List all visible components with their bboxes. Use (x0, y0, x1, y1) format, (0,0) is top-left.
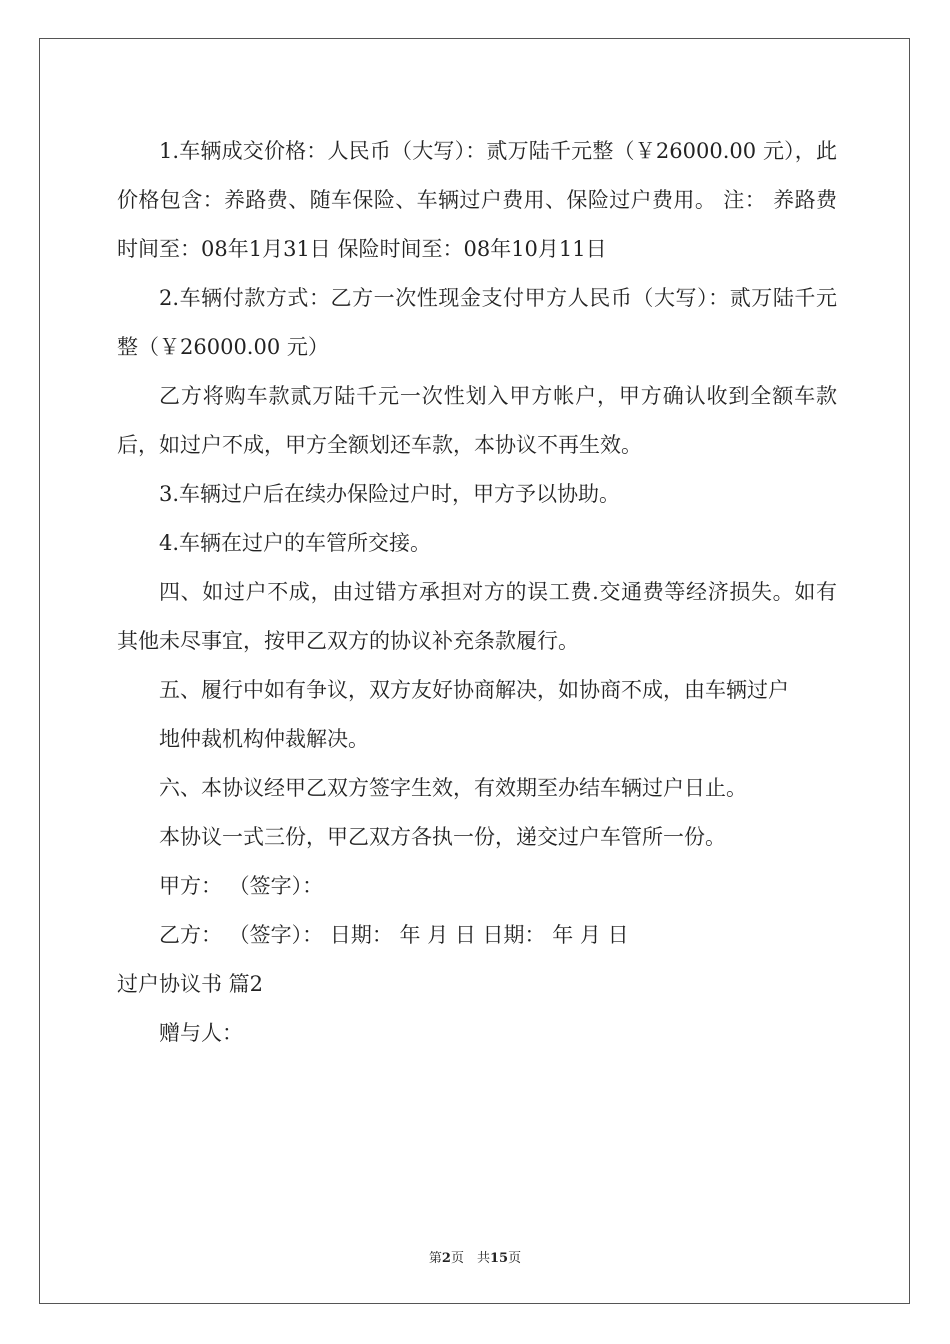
paragraph-payment-method: 2.车辆付款方式：乙方一次性现金支付甲方人民币（大写）：贰万陆千元整（￥26000.00 元） (117, 286, 837, 359)
paragraph-copies: 本协议一式三份，甲乙双方各执一份，递交过户车管所一份。 (159, 825, 726, 849)
signature-party-b: 乙方： （签字）： 日期： 年 月 日 日期： 年 月 日 (159, 923, 629, 947)
footer-prefix: 第 (428, 1251, 442, 1266)
paragraph-clause-five: 五、履行中如有争议，双方友好协商解决，如协商不成，由车辆过户 (159, 678, 789, 702)
page-footer (0, 1247, 950, 1266)
paragraph-price: 1.车辆成交价格：人民币（大写）：贰万陆千元整（￥26000.00 元），此价格包含：养路费、随车保险、车辆过户费用、保险过户费用。 注： 养路费时间至：08年1月31日 保险时间至：08年10月11日 (117, 139, 837, 261)
footer-total-pages: 15 (489, 1251, 509, 1266)
paragraph-transfer: 乙方将购车款贰万陆千元一次性划入甲方帐户，甲方确认收到全额车款后，如过户不成，甲方全额划还车款，本协议不再生效。 (117, 384, 837, 457)
paragraph-handover: 4.车辆在过户的车管所交接。 (159, 531, 432, 555)
footer-current-page: 2 (441, 1251, 451, 1266)
paragraph-donor: 赠与人： (159, 1021, 243, 1045)
paragraph-arbitration: 地仲裁机构仲裁解决。 (159, 727, 369, 751)
section-heading: 过户协议书 篇2 (117, 972, 264, 996)
paragraph-clause-four: 四、如过户不成，由过错方承担对方的误工费.交通费等经济损失。如有其他未尽事宜，按甲乙双方的协议补充条款履行。 (117, 580, 837, 653)
paragraph-insurance: 3.车辆过户后在续办保险过户时，甲方予以协助。 (159, 482, 621, 506)
paragraph-clause-six: 六、本协议经甲乙双方签字生效，有效期至办结车辆过户日止。 (159, 776, 747, 800)
footer-suffix: 页 (508, 1251, 522, 1266)
footer-middle: 页 共 (450, 1251, 490, 1266)
document-body (117, 127, 837, 1058)
signature-party-a: 甲方： （签字）： (159, 874, 324, 898)
